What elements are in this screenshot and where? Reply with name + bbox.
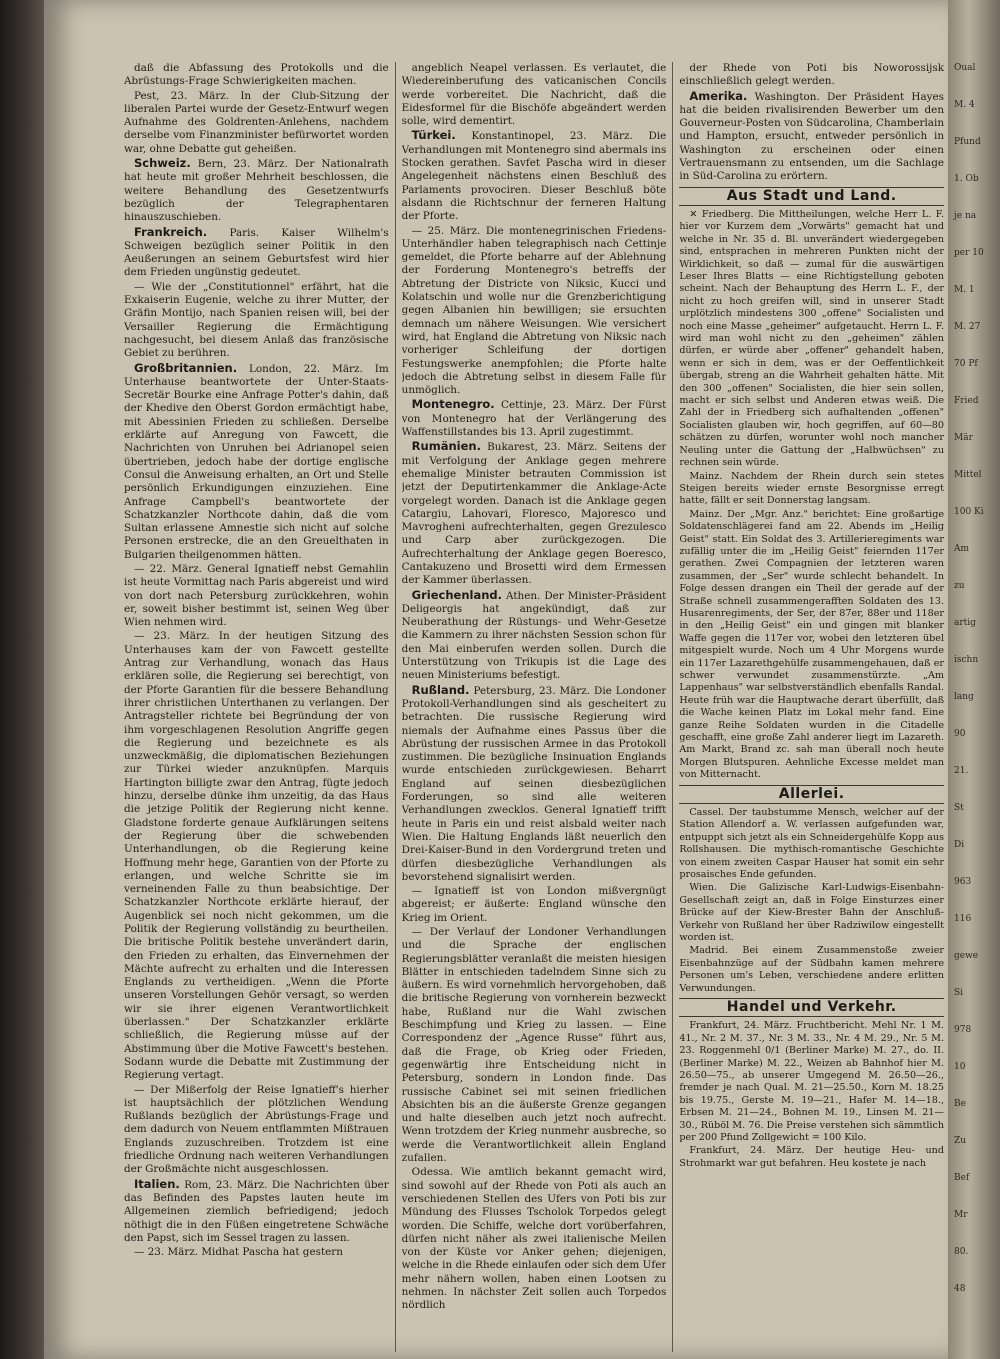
article-paragraph [124,62,389,89]
article-text: — 25. März. Die montenegrinischen Friedens-Unterhändler haben telegraphisch nach Cettinje gemeldet, die Pforte beharre auf der Ablehnung der Forderung Montenegro's betreffs der Abtretung der Districte von Niksic, Kucci und Kolatschin und wolle nur die Grenzberichtigung gegen Albanien hin bewilligen; sie ersuchten demnach um nähere Weisungen. Wie versichert wird, hat England die Abtretung von Niksic nach vorheriger Schleifung der dortigen Festungswerke anempfohlen; die Pforte halte jedoch die Abtretung selbst in diesem Falle für unmöglich. [401,224,667,397]
article-country-heading: Schweiz. [134,156,191,171]
article-paragraph [679,1145,944,1170]
edge-fragment: 80. [954,1247,969,1257]
edge-fragment: lang [954,692,974,702]
article-paragraph [679,471,944,508]
article-paragraph [402,589,667,683]
article-paragraph [679,509,944,782]
article-paragraph [402,684,667,884]
edge-fragment: zu [954,581,965,591]
article-text: der Rhede von Poti bis Noworossijsk einschließlich gelegt werden. [679,62,945,88]
article-text: Konstantinopel, 23. März. Die Verhandlungen mit Montenegro sind abermals ins Stocken gerathen. Savfet Pascha wird in dieser Angelegenheit nächstens einen Beschluß des Parlaments provociren. Dieser Beschluß böte alsdann die Richtschnur der ferneren Haltung der Pforte. [401,130,667,223]
article-country-heading: Rußland. [411,682,470,697]
edge-fragment: 978 [954,1025,972,1035]
article-paragraph [124,1246,389,1259]
article-paragraph [679,945,944,995]
article-text: Odessa. Wie amtlich bekannt gemacht wird, sind sowohl auf der Rhede von Poti als auch an verschiedenen Stellen des Ufers von Poti bis zur Mündung des Flusses Tscholok Torpedos gelegt worden. Die Schiffe, welche dort vorüberfahren, dürfen nicht näher als zwei italienische Meilen von der Küste vor Anker gehen; diejenigen, welche in die Rhede einlaufen oder sich dem Ufer mehr nähern wollen, haben einen Lootsen zu nehmen. In nächster Zeit sollen auch Torpedos nördlich [401,1166,667,1312]
article-text: daß die Abfassung des Protokolls und die Abrüstungs-Frage Schwierigkeiten machen. [124,62,389,88]
article-country-heading: Griechenland. [411,587,503,602]
article-paragraph [124,90,389,156]
article-paragraph [679,209,944,470]
section-heading-allerlei: Allerlei. [679,785,944,804]
column-3-top [679,62,944,184]
section-heading-stadt: Aus Stadt und Land. [679,187,944,206]
article-country-heading: Türkei. [411,128,456,143]
article-text: — Der Mißerfolg der Reise Ignatieff's hierher ist hauptsächlich der plötzlichen Wendung Rußlands bezüglich der Abrüstungs-Frage und dem dadurch von Neuem entflammten Mißtrauen Englands zuzuschreiben. Trotzdem ist eine friedliche Ordnung nach weiteren Verhandlungen der Großmächte nicht ausgeschlossen. [124,1083,389,1176]
section-allerlei-body [679,807,944,995]
section-stadt-body [679,209,944,782]
edge-fragment: Am [954,544,970,554]
article-paragraph [402,62,667,128]
article-paragraph [124,563,389,629]
edge-fragment: artig [954,618,976,628]
edge-fragment: M. 1 [954,285,975,295]
article-text: — 22. März. General Ignatieff nebst Gemahlin ist heute Vormittag nach Paris abgereist und wird von dort nach Petersburg zurückkehren, wohin er, soweit bisher bestimmt ist, seinen Weg über Wien nehmen wird. [124,562,389,629]
edge-fragment: 90 [954,729,966,739]
article-text: Mainz. Der „Mgr. Anz." berichtet: Eine großartige Soldatenschlägerei fand am 22. Abends im „Heilig Geist" statt. Ein Soldat des 3. Artillerieregiments war zufällig unter die im „Heilig Geist" feiernden 117er gerathen. Zwei Compagnien der letzteren waren zusammen, der „Ser" wurde schlecht behandelt. In Folge dessen drangen ein Theil der gerade auf der Straße schnell zusammengerafften Soldaten des 13. Husarenregiments, der Ser, der 87er, 88er und 118er in den „Heilig Geist" ein und gingen mit blanker Waffe gegen die 117er vor, wobei den letzteren übel mitgespielt wurde. Noch um 4 Uhr Morgens wurde ein 117er Lazarethgehülfe zusammengehauen, daß er schwer verwundet zusammenstürzte. „Am Lappenhaus" war selbstverständlich ebenfalls Randal. Heute früh war die Hauptwache derart überfüllt, daß die Wache keinen Platz im Lokal mehr fand. Eine ganze Reihe Soldaten wurden in die Citadelle geschafft, eine große Zahl anderer liegt im Lazareth. Am Markt, Brand zc. sah man überall noch heute Morgen Blutspuren. Aehnliche Excesse meldet man von Mitternacht. [679,508,945,781]
edge-fragment: Oual [954,63,976,73]
edge-fragment: per 10 [954,248,984,258]
article-text: Washington. Der Präsident Hayes hat die beiden rivalisirenden Bewerber um den Gouverneur-Posten von Südcarolina, Chamberlain und Hampton, ersucht, entweder persönlich in Washington zu erscheinen oder einen Vertrauensmann zu entsenden, um die Sachlage in Süd-Carolina zu erörtern. [679,90,945,183]
article-paragraph [679,90,944,184]
article-text: ✕ Friedberg. Die Mittheilungen, welche Herr L. F. hier vor Kurzem dem „Vorwärts" gemacht hat und welche in Nr. 35 d. Bl. unverändert wiedergegeben sind, entsprachen in mehreren Punkten nicht der Wirklichkeit, so daß — zumal für die auswärtigen Leser Ihres Blatts — eine Richtigstellung geboten scheint. Nach der Behauptung des Herrn L. F., der nicht zu hoch greifen will, sind in unserer Stadt urplötzlich mindestens 300 „offene" Socialisten und noch eine Masse „geheimer" aufgetaucht. Herrn L. F. wird man wohl nicht zu den „geheimen" zählen dürfen, er würde aber „offener" gehandelt haben, wenn er sich in dem, was er der Oeffentlichkeit übergab, streng an die Wahrheit gehalten hätte. Mit den 300 „offenen" Socialisten, die hier sein sollen, macht er sich selbst und Anderen etwas weiß. Die Zahl der in Friedberg sich aufhaltenden „offenen" Socialisten glauben wir, hoch gegriffen, auf 60—80 schätzen zu dürfen, worunter wohl noch mancher Neuling unter die Gattung der „Halbwüchsen" zu rechnen sein würde. [679,208,945,469]
article-paragraph [124,226,389,280]
article-paragraph [124,281,389,361]
article-paragraph [124,630,389,1082]
article-text: Mainz. Nachdem der Rhein durch sein stetes Steigen bereits wieder ernste Besorgnisse erregt hatte, fällt er seit Donnerstag langsam. [679,470,945,507]
edge-fragment: Mittel [954,470,982,480]
column-1 [124,62,389,1352]
edge-fragment: M. 4 [954,100,975,110]
article-text: angeblich Neapel verlassen. Es verlautet, die Wiedereinberufung des vaticanischen Concils werde vorbereitet. Die Nachricht, daß die Eidesformel für die Bischöfe abgeändert werden solle, wird dementirt. [401,62,667,128]
column-2 [402,62,667,1352]
column-rule [395,62,396,1352]
adjacent-page-edge [948,0,1000,1359]
edge-fragment: 21. [954,766,969,776]
article-text: — Der Verlauf der Londoner Verhandlungen und die Sprache der englischen Regierungsblätter veranlaßt die meisten hiesigen Blätter in entschieden tadelndem Sinne sich zu äußern. Es wird vornehmlich hervorgehoben, daß die britische Regierung von vornherein bezweckt habe, Rußland nur die Wahl zwischen Beschimpfung und Krieg zu lassen. — Eine Correspondenz der „Agence Russe" führt aus, daß die Frage, ob Krieg oder Frieden, gegenwärtig ihre Entscheidung nicht in Petersburg, sondern in London finde. Das russische Cabinet sei mit seinen friedlichen Absichten bis an die äußerste Grenze gegangen und halte dieselben auch jetzt noch aufrecht. Wenn trotzdem der Krieg nunmehr ausbreche, so werde die Verantwortlichkeit allein England zufallen. [401,926,667,1165]
article-country-heading: Italien. [134,1176,180,1191]
article-text: Pest, 23. März. In der Club-Sitzung der liberalen Partei wurde der Gesetz-Entwurf wegen Aufnahme des Goldrenten-Anlehens, nachdem derselbe vom Finanzminister befürwortet worden war, ohne Debatte gut geheißen. [124,89,389,155]
article-text: — Wie der „Constitutionnel" erfährt, hat die Exkaiserin Eugenie, welche zu ihrer Mutter, der Gräfin Montijo, nach Spanien reisen will, bei der Versailler Regierung die Ermächtigung nachgesucht, bei diesem Anlaß das französische Gebiet zu berühren. [124,280,389,360]
edge-fragment: 116 [954,914,972,924]
article-text: — 23. März. Midhat Pascha hat gestern [134,1246,343,1259]
edge-fragment: 100 Ki [954,507,984,517]
section-handel-body [679,1020,944,1170]
edge-fragment: 963 [954,877,972,887]
article-country-heading: Rumänien. [411,439,481,454]
page-columns [124,62,944,1352]
article-paragraph [402,926,667,1165]
article-text: Frankfurt, 24. März. Fruchtbericht. Mehl Nr. 1 M. 41., Nr. 2 M. 37., Nr. 3 M. 33., Nr. 4 M. 29., Nr. 5 M. 23. Roggenmehl 0/1 (Berliner Marke) M. 27., do. II. (Berliner Marke) M. 22., Weizen ab Bahnhof hier M. 26.50—75., ab unserer Umgegend M. 26.50—26., fremder je nach Qual. M. 21—25.50., Korn M. 18.25 bis 19.75., Gerste M. 19—21., Hafer M. 14—18., Erbsen M. 21—24., Bohnen M. 19., Linsen M. 21—30., Rüböl M. 76. Die Preise verstehen sich sämmtlich per 200 Pfund Zollgewicht = 100 Kilo. [679,1020,945,1143]
edge-fragment: M. 27 [954,322,981,332]
article-text: Madrid. Bei einem Zusammenstoße zweier Eisenbahnzüge auf der Südbahn kamen mehrere Personen um's Leben, verschiedene andere erlitten Verwundungen. [679,945,945,994]
edge-fragment: 48 [954,1284,966,1294]
book-binding [0,0,44,1359]
column-rule [672,62,673,1352]
article-paragraph [402,129,667,223]
article-country-heading: Montenegro. [411,397,495,412]
article-country-heading: Frankreich. [134,224,208,239]
edge-fragment: Mr [954,1210,968,1220]
article-paragraph [679,882,944,944]
article-text: Frankfurt, 24. März. Der heutige Heu- und Strohmarkt war gut befahren. Heu kostete je nach [679,1145,945,1169]
article-paragraph [679,1020,944,1144]
newspaper-page [44,0,948,1359]
article-paragraph [124,157,389,224]
article-country-heading: Amerika. [689,88,748,103]
edge-fragment: Be [954,1099,966,1109]
article-paragraph [402,440,667,587]
article-text: Cassel. Der taubstumme Mensch, welcher auf der Station Allendorf a. W. verlassen aufgefunden war, entpuppt sich jetzt als ein Schneidergehülfe Kopp aus Rollshausen. Die mythisch-romantische Geschichte von einem zweiten Caspar Hauser hat somit ein sehr prosaisches Ende gefunden. [679,806,945,880]
article-country-heading: Großbritannien. [134,360,238,375]
article-paragraph [402,1166,667,1312]
article-text: Athen. Der Minister-Präsident Deligeorgis hat angekündigt, daß zur Neuberathung der Rüstungs- und Wehr-Gesetze die Kammern zu ihrer nächsten Session schon für den Mai einberufen werden sollen. Durch die Unterstützung von Trikupis ist die Lage des neuen Ministeriums befestigt. [401,589,667,682]
article-text: Bukarest, 23. März. Seitens der mit Verfolgung der Anklage gegen mehrere ehemalige Minister betrauten Commission ist jetzt der Deputirtenkammer die Anklage-Acte vorgelegt worden. Danach ist die Anklage gegen Catargiu, Lahovari, Floresco, Majoresco und Mavrogheni aufrechterhalten, gegen Grezulesco und Carp aber zurückgezogen. Die Aufrechterhaltung der Anklage gegen Boeresco, Cantakuzeno und Brosetti wird dem Ermessen der Kammer überlassen. [401,441,667,587]
article-paragraph [124,1084,389,1177]
edge-fragment: 70 Pf [954,359,978,369]
article-paragraph [124,1178,389,1245]
edge-fragment: Di [954,840,965,850]
edge-fragment: St [954,803,964,813]
article-text: Rom, 23. März. Die Nachrichten über das Befinden des Papstes lauten heute im Allgemeinen ziemlich befriedigend; jedoch nöthigt die in den Füßen eingetretene Schwäche den Papst, sich im Sessel tragen zu lassen. [124,1178,389,1244]
edge-fragment: Bef [954,1173,970,1183]
edge-fragment: Si [954,988,964,998]
edge-fragment: Fried [954,396,979,406]
edge-fragment: gewe [954,951,979,961]
article-paragraph [124,362,389,562]
edge-fragment: Mär [954,433,973,443]
article-paragraph [402,225,667,398]
article-text: Wien. Die Galizische Karl-Ludwigs-Eisenbahn-Gesellschaft zeigt an, daß in Folge Einsturzes einer Brücke auf der Kiew-Brester Bahn der Anschluß-Verkehr von Rußland her über Radziwilow eingestellt worden ist. [679,882,945,944]
article-text: — Ignatieff ist von London mißvergnügt abgereist; er äußerte: England wünsche den Krieg im Orient. [401,885,667,924]
article-paragraph [679,807,944,881]
article-paragraph [402,398,667,439]
article-paragraph [679,62,944,89]
article-text: Petersburg, 23. März. Die Londoner Protokoll-Verhandlungen sind als gescheitert zu betrachten. Die russische Regierung wird niemals der Aufnahme eines Passus über die Abrüstung der russischen Armee in das Protokoll zustimmen. Die bezügliche Insinuation Englands wurde entschieden zurückgewiesen. Beharrt England auf seinen diesbezüglichen Forderungen, so sind alle weiteren Verhandlungen zwecklos. General Ignatieff trifft heute in Paris ein und reist alsbald weiter nach Wien. Die Haltung Englands läßt neuerlich den Drei-Kaiser-Bund in den Vordergrund treten und dürfen diesbezügliche Verhandlungen als bevorstehend signalisirt werden. [401,684,667,883]
column-3 [679,62,944,1352]
edge-fragment: je na [954,211,977,221]
article-text: Paris. Kaiser Wilhelm's Schweigen bezüglich seiner Politik in den Aeußerungen an seinem Geburtsfest wird hier dem Frieden ungünstig gedeutet. [124,226,389,279]
section-heading-handel: Handel und Verkehr. [679,998,944,1017]
article-text: Cettinje, 23. März. Der Fürst von Montenegro hat der Verlängerung des Waffenstillstandes bis 13. April zugestimmt. [401,399,667,439]
edge-fragment: Zu [954,1136,967,1146]
edge-fragment: 10 [954,1062,966,1072]
article-text: London, 22. März. Im Unterhause beantwortete der Unter-Staats-Secretär Bourke eine Anfrage Potter's dahin, daß der Khedive den Oberst Gordon ermächtigt habe, mit Abessinien Frieden zu schließen. Derselbe erklärte auf Anregung von Fawcett, die Nachrichten von Unruhen bei Adrianopel seien übertrieben, jedoch habe der dortige englische Consul die Anweisung erhalten, an Ort und Stelle persönlich Erkundigungen einzuziehen. Eine Anfrage Campbell's beantwortete der Schatzkanzler Northcote dahin, daß die vom Sultan erlassene Amnestie sich nicht auf solche Personen erstrecke, die an den Greuelthaten in Bulgarien theilgenommen hätten. [124,362,389,561]
edge-fragment: Pfund [954,137,981,147]
edge-fragment: ischn [954,655,979,665]
edge-fragment: 1. Ob [954,174,979,184]
article-text: Bern, 23. März. Der Nationalrath hat heute mit großer Mehrheit beschlossen, die weitere Behandlung des Gesetzentwurfs bezüglich der Telegraphentaren hinauszuschieben. [124,158,389,224]
article-text: — 23. März. In der heutigen Sitzung des Unterhauses kam der von Fawcett gestellte Antrag zur Verhandlung, wonach das Haus erklären solle, die Regierung sei berechtigt, von der Pforte Garantien für die bessere Behandlung ihrer christlichen Unterthanen zu verlangen. Der Antragsteller richtete bei Begründung der von ihm vorgeschlagenen Resolution Angriffe gegen die Regierung und bezeichnete es als unzweckmäßig, die diplomatischen Beziehungen zur Türkei wieder anzuknüpfen. Marquis Hartington billigte zwar den Antrag, fügte jedoch hinzu, derselbe dünke ihm unzeitig, da das Haus die jetzige Politik der Regierung nicht kenne. Gladstone forderte genaue Aufklärungen seitens der Regierung über die schwebenden Unterhandlungen, ob die Regierung keine Hoffnung mehr hege, Garantien von der Pforte zu erlangen, und welche Schritte sie im verneinenden Falle zu thun beabsichtige. Der Schatzkanzler Northcote erklärte hierauf, der Augenblick sei noch nicht gekommen, um die Politik der Regierung vollständig zu beurtheilen. Die britische Politik bestehe unverändert darin, den Frieden zu erhalten, das Einvernehmen der Mächte aufrecht zu erhalten und die Interessen Englands zu vertheidigen. „Wenn die Pforte unseren Vorstellungen Gehör versagt, so werden wir sie ihrer eigenen Verantwortlichkeit überlassen." Der Schatzkanzler erklärte schließlich, die Regierung müsse auf der Abstimmung über die Motive Fawcett's bestehen. Sodann wurde die Debatte mit Zustimmung der Regierung vertagt. [124,630,389,1082]
article-paragraph [402,885,667,925]
